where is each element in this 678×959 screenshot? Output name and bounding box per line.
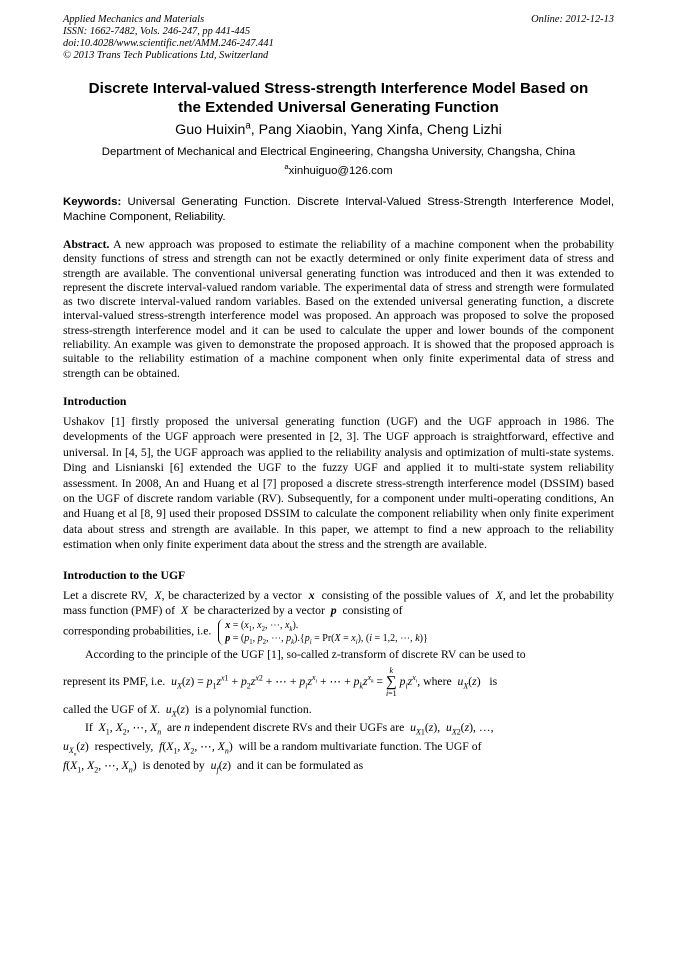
ugf-paragraph-4: called the UGF of X. $u_X(z)$ is a polynomial function. <box>63 702 312 719</box>
intro-paragraph: Ushakov [1] firstly proposed the universal generating function (UGF) and the UGF approach in 1986. The developments of the UGF approach were presented in [2, 3]. The UGF approach is straightforward, effective and universal. In [4, 5], the UGF approach was applied to the reliability analysis and optimization of multi-state systems. Ding and Lisnianski [6] extended the UGF to the fuzzy UGF and applied it to multi-state system reliability assessment. In 2008, An and Huang et al [7] proposed a discrete stress-strength interference model (DSSIM) based on the UGF of discrete random variable (RV). Subsequently, for a component under multi-operating conditions, An and Huang et al [8, 9] used their proposed DSSIM to calculate the component reliability when only finite experiment data about stress and strength are available. In this paper, we attempt to find a new approach to the reliability estimation when only finite experiment data about the stress and the strength are available. <box>63 414 614 552</box>
vector-definition-equation: $x = (x_1$, $x_2$, ⋯, $x_k$). $p = (p_1$, $p_2$, ⋯, $p_k).\{p_i = Pr(X = x_i)$, (i = 1,2, ⋯, k)} <box>218 619 428 645</box>
affiliation: Department of Mechanical and Electrical Engineering, Changsha University, Changsha, China <box>101 146 576 158</box>
keywords-text: Universal Generating Function. Discrete Interval-Valued Stress-Strength Interference Model, Machine Component, Reliability. <box>63 196 614 223</box>
ugf-paragraph-3: represent its PMF, i.e. $u_X(z) = p_1z^{x1} + p_2z^{x2}$ + ⋯ + $p_iz^{x_i}$ + ⋯ + $p_kz^{x_k} = k$ ∑ i=1 $p_iz^{x_i}$, where $u_X(z)$ is <box>63 665 498 698</box>
ugf-equation: $u_X$ <box>171 675 182 691</box>
online-date: Online: 2012-12-13 <box>531 14 614 25</box>
section-heading-introduction: Introduction <box>63 394 127 408</box>
keywords-label: Keywords: <box>63 196 122 208</box>
author-email <box>63 164 614 179</box>
title-line-1: Discrete Interval-valued Stress-strength Interference Model Based on <box>88 80 589 97</box>
ugf-paragraph-1: Let a discrete RV, X, be characterized by a vector x consisting of the possible values of X, and let the probability mass function (PMF) of X be characterized by a vector p consisting of <box>63 588 615 618</box>
journal-header <box>63 14 614 62</box>
section-heading-ugf: Introduction to the UGF <box>63 568 186 582</box>
ugf-section-body <box>63 588 614 773</box>
abstract-text: A new approach was proposed to estimate the reliability of a machine component when the probability density functions of stress and strength can not be exactly determined or only finite experiment data of stress and strength are available. The conventional universal generating function was introduced and then it was extended to represent the discrete interval-valued random variable. The experimental data of stress and strength were formulated as two discrete interval-valued random variables. Based on the extended universal generating function, a discrete interval-valued stress-strength interference model was proposed. An approach was proposed to solve the proposed stress-strength interference model and it can be used to calculate the upper and lower bounds of the component reliability. An example was given to demonstrate the proposed approach. It is showed that the proposed approach is suitable to the reliability estimation of a machine component when only finite experimental data of stress and strength can be obtained. <box>63 238 614 380</box>
title-line-2: the Extended Universal Generating Function <box>178 99 499 116</box>
author-first: Guo Huixin <box>175 122 246 138</box>
ugf-paragraph-7: $f(X_1$, $X_2$, ⋯, $X_n$) is denoted by $u_f(z)$ and it can be formulated as <box>63 758 364 774</box>
paper-page <box>63 14 614 773</box>
email-address: xinhuiguo@126.com <box>288 165 393 177</box>
journal-doi: doi:10.4028/www.scientific.net/AMM.246-247.441 <box>63 38 274 49</box>
paper-title <box>63 79 614 117</box>
ugf-paragraph-1-end: corresponding probabilities, i.e. $x = (x_1$, $x_2$, ⋯, $x_k$). $p = (p_1$, $p_2$, ⋯, $p_k).\{p_i = Pr(X = x_i)$, (i = 1,2, ⋯, k)} <box>63 620 428 647</box>
abstract-label: Abstract. <box>63 238 110 251</box>
author-rest: , Pang Xiaobin, Yang Xinfa, Cheng Lizhi <box>250 122 502 138</box>
keywords-block <box>63 195 614 224</box>
author-list <box>63 121 614 139</box>
author-affil-mark: a <box>245 120 251 132</box>
journal-name: Applied Mechanics and Materials <box>63 14 205 25</box>
ugf-paragraph-2: According to the principle of the UGF [1], so-called z-transform of discrete RV can be used to <box>85 648 526 662</box>
abstract <box>63 238 614 381</box>
ugf-paragraph-5: If $X_1$, $X_2$, ⋯, $X_n$ are n independent discrete RVs and their UGFs are $u_{X1}(z)$, $u_{X2}(z)$, …, <box>85 721 494 737</box>
ugf-paragraph-6: $u_{X_n}(z)$ respectively, $f(X_1$, $X_2$, ⋯, $X_n$) will be a random multivariate function. The UGF of <box>63 739 482 758</box>
journal-copyright: © 2013 Trans Tech Publications Ltd, Switzerland <box>63 50 269 61</box>
journal-issn: ISSN: 1662-7482, Vols. 246-247, pp 441-445 <box>63 26 251 37</box>
email-mark: a <box>284 162 289 172</box>
